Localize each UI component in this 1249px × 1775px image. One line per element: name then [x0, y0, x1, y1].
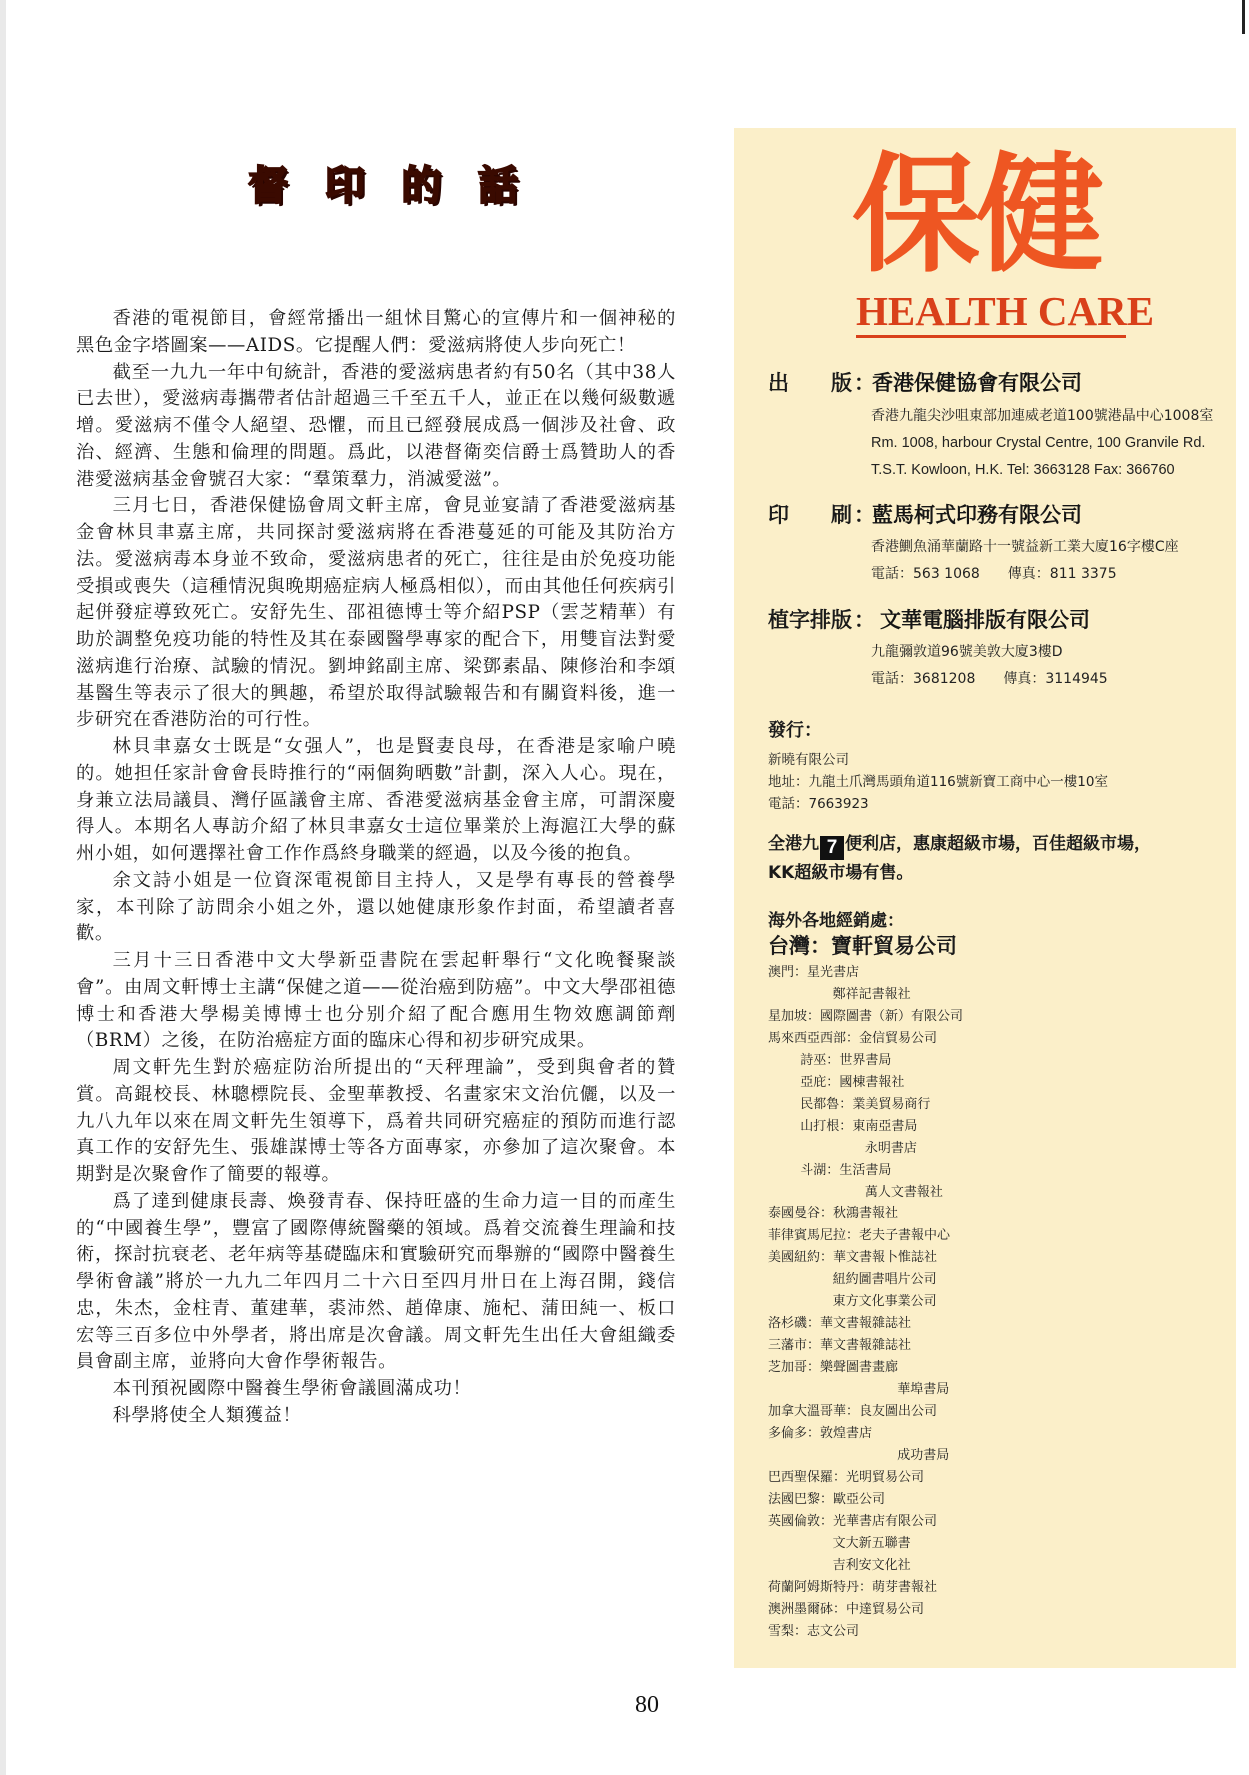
- outlet-shop: 光華書店有限公司: [833, 1513, 938, 1529]
- editor-article: [76, 306, 676, 1430]
- outlet-row: [768, 1006, 1188, 1028]
- scan-gutter: [0, 0, 6, 1775]
- outlet-shop: 鄭祥記書報社: [832, 986, 911, 1002]
- outlet-shop: 華埠書局: [897, 1382, 950, 1398]
- outlet-location: 芝加哥：: [768, 1360, 821, 1376]
- article-paragraph: 三月七日，香港保健協會周文軒主席，會見並宴請了香港愛滋病基金會林貝聿嘉主席，共同探討愛滋病將在香港蔓延的可能及其防治方法。愛滋病毒本身並不致命，愛滋病患者的死亡，往往是由於免疫功能受損或喪失（這種情況與晚期癌症病人極爲相似），而由其他任何疾病引起併發症導致死亡。安舒先生、邵祖德博士等介紹PSP（雲芝精華）有助於調整免疫功能的特性及其在泰國醫學專家的配合下，用雙盲法對愛滋病進行治療、試驗的情況。劉坤銘副主席、梁鄧素晶、陳修治和李頌基醫生等表示了很大的興趣，希望於取得試驗報告和有關資料後，進一步研究在香港防治的可行性。: [76, 495, 676, 731]
- outlet-row: [768, 1357, 1188, 1379]
- outlet-shop: 敦煌書店: [820, 1426, 873, 1442]
- outlet-shop: 樂聲圖書畫廊: [820, 1360, 899, 1376]
- outlet-location: 詩巫：: [800, 1052, 840, 1068]
- outlet-row: [768, 1511, 1188, 1533]
- outlet-row: [768, 1028, 1188, 1050]
- outlet-shop: 志文公司: [807, 1623, 860, 1639]
- distribution-label: 發行：: [768, 720, 822, 741]
- outlet-row: [768, 1138, 1188, 1160]
- outlet-row: [768, 1291, 1188, 1313]
- outlet-shop: 華文書報雜誌社: [820, 1316, 912, 1332]
- outlet-row: [768, 1247, 1188, 1269]
- publisher-contact: T.S.T. Kowloon, H.K. Tel: 3663128 Fax: 366760: [871, 462, 1175, 478]
- editor-heading: [248, 160, 518, 212]
- outlet-shop: 國棟書報社: [839, 1074, 905, 1090]
- article-paragraph: 林貝聿嘉女士既是“女强人”，也是賢妻良母，在香港是家喻户曉的。她担任家計會會長時推行的“兩個夠晒數”計劃，深入人心。現在，身兼立法局議員、灣仔區議會主席、香港愛滋病基金會主席，可謂深慶得人。本期名人專訪介紹了林貝聿嘉女士這位畢業於上海滬江大學的蘇州小姐，如何選擇社會工作作爲終身職業的經過，以及今後的抱負。: [76, 736, 676, 864]
- outlet-location: 加拿大溫哥華：: [768, 1404, 860, 1420]
- outlet-row: [768, 1423, 1188, 1445]
- typesetter-phone: 電話：3681208 傳真：3114945: [871, 671, 1108, 687]
- outlet-row: [768, 1160, 1188, 1182]
- outlet-location: 美國紐約：: [768, 1250, 834, 1266]
- scan-edge-mark: [1242, 0, 1245, 34]
- outlet-row: [768, 1116, 1188, 1138]
- masthead-panel: [734, 128, 1236, 1668]
- typesetter-address: 九龍彌敦道96號美敦大廈3樓D: [871, 644, 1063, 660]
- outlet-shop: 東方文化事業公司: [832, 1294, 937, 1310]
- outlet-location: 民都魯：: [800, 1096, 853, 1112]
- outlet-shop: 萬人文書報社: [864, 1184, 943, 1200]
- printer-phone: 電話：563 1068 傳真：811 3375: [871, 566, 1117, 582]
- outlet-shop: 東南亞書局: [852, 1118, 918, 1134]
- outlet-shop: 萌芽書報社: [872, 1579, 938, 1595]
- outlet-row: [768, 1599, 1188, 1621]
- outlet-location: 泰國曼谷：: [768, 1206, 834, 1222]
- article-paragraph: 香港的電視節目，會經常播出一組怵目驚心的宣傳片和一個神秘的黑色金字塔圖案——AIDS。它提醒人們：愛滋病將使人步向死亡！: [76, 308, 676, 356]
- brand-logo-english: HEALTH CARE: [856, 288, 1155, 334]
- closing-line: 本刊預祝國際中醫養生學術會議圓滿成功！: [112, 1378, 472, 1399]
- outlet-row: [768, 1182, 1188, 1204]
- article-paragraph: 余文詩小姐是一位資深電視節目主持人，又是學有專長的營養學家，本刊除了訪問余小姐之外，還以她健康形象作封面，希望讀者喜歡。: [76, 869, 676, 945]
- outlet-row: [768, 1489, 1188, 1511]
- outlet-row: [768, 1203, 1188, 1225]
- outlet-location: 菲律賓馬尼拉：: [768, 1228, 860, 1244]
- outlet-location: 澳洲墨爾砵：: [768, 1601, 847, 1617]
- outlet-row: [768, 1445, 1188, 1467]
- outlet-row: [768, 984, 1188, 1006]
- outlet-row: [768, 1225, 1188, 1247]
- outlet-shop: 成功書局: [897, 1447, 950, 1463]
- heading-char: 話: [477, 163, 518, 209]
- outlet-row: [768, 1577, 1188, 1599]
- outlet-location: 洛杉磯：: [768, 1316, 821, 1332]
- closing-line: 科學將使全人類獲益！: [112, 1404, 302, 1426]
- outlet-shop: 老夫子書報中心: [859, 1228, 951, 1244]
- outlet-row: [768, 962, 1188, 984]
- distribution-company: 新曉有限公司: [768, 752, 849, 768]
- credit-role: 植字排版：: [768, 608, 875, 632]
- outlet-shop: 歐亞公司: [833, 1491, 886, 1507]
- outlet-row: [768, 1094, 1188, 1116]
- distribution-address: 地址：九龍土爪灣馬頭角道116號新寶工商中心一樓10室: [768, 774, 1108, 790]
- typesetter-name: 文華電腦排版有限公司: [880, 608, 1090, 632]
- outlet-location: 亞庇：: [800, 1074, 840, 1090]
- outlet-shop: 華文書報雜誌社: [820, 1338, 912, 1354]
- outlet-shop: 華文書報卜惟誌社: [833, 1250, 938, 1266]
- outlet-row: [768, 1072, 1188, 1094]
- credit-role: 印 刷：: [768, 503, 875, 527]
- outlet-row: [768, 1269, 1188, 1291]
- seven-eleven-logo-icon: 7: [820, 836, 844, 860]
- outlet-shop: 金信貿易公司: [859, 1030, 938, 1046]
- outlet-row: [768, 1533, 1188, 1555]
- outlet-row: [768, 1379, 1188, 1401]
- article-paragraph: 三月十三日香港中文大學新亞書院在雲起軒舉行“文化晚餐聚談會”。由周文軒博士主講“保健之道——從治癌到防癌”。中文大學邵祖德博士和香港大學楊美博博士也分别介紹了配合應用生物效應調節劑（BRM）之後，在防治癌症方面的臨床心得和初步研究成果。: [76, 950, 676, 1052]
- overseas-label: 海外各地經銷處：: [768, 911, 904, 931]
- outlet-shop: 生活書局: [839, 1162, 892, 1178]
- heading-char: 印: [324, 163, 365, 209]
- outlet-shop: 永明書店: [864, 1140, 917, 1156]
- outlet-location: 巴西聖保羅：: [768, 1469, 847, 1485]
- outlet-location: 雪梨：: [768, 1623, 808, 1639]
- publisher-address-en: Rm. 1008, harbour Crystal Centre, 100 Granvile Rd.: [871, 435, 1206, 451]
- taiwan-distributor: 台灣：寶軒貿易公司: [768, 934, 957, 958]
- outlet-shop: 良友圖出公司: [859, 1404, 938, 1420]
- page-number: 80: [635, 1692, 659, 1718]
- outlet-shop: 文大新五聯書: [832, 1535, 911, 1551]
- outlet-location: 星加坡：: [768, 1008, 821, 1024]
- outlet-location: 澳門：: [768, 965, 808, 980]
- outlet-location: 馬來西亞西部：: [768, 1030, 860, 1046]
- outlet-location: 多倫多：: [768, 1426, 821, 1442]
- outlet-row: [768, 1467, 1188, 1489]
- heading-char: 的: [401, 163, 442, 209]
- outlet-shop: 世界書局: [839, 1052, 892, 1068]
- outlet-row: [768, 1555, 1188, 1577]
- article-paragraph: 周文軒先生對於癌症防治所提出的“天秤理論”，受到與會者的贊賞。高錕校長、林聰標院長、金聖華教授、名畫家宋文治伉儷，以及一九八九年以來在周文軒先生領導下，爲着共同研究癌症的預防而進行認真工作的安舒先生、張雄謀博士等各方面專家，亦參加了這次聚會。本期對是次聚會作了簡要的報導。: [76, 1057, 676, 1185]
- outlet-shop: 業美貿易商行: [852, 1096, 931, 1112]
- outlet-location: 斗湖：: [800, 1162, 840, 1178]
- credit-role: 出 版：: [768, 371, 875, 395]
- article-paragraph: 爲了達到健康長壽、煥發青春、保持旺盛的生命力這一目的而產生的“中國養生學”，豐富了國際傳統醫藥的領域。爲着交流養生理論和技術，探討抗衰老、老年病等基礎臨床和實驗研究而舉辦的“國際中醫養生學術會議”將於一九九二年四月二十六日至四月卅日在上海召開，錢信忠，朱杰，金柱青、董建華，裘沛然、趙偉康、施杞、蒲田純一、板口宏等三百多位中外學者，將出席是次會議。周文軒先生出任大會組織委員會副主席，並將向大會作學術報告。: [76, 1190, 677, 1373]
- outlet-shop: 吉利安文化社: [832, 1557, 911, 1573]
- outlet-location: 法國巴黎：: [768, 1491, 834, 1507]
- outlet-location: 英國倫敦：: [768, 1513, 834, 1529]
- printer-address: 香港鰂魚涌華蘭路十一號益新工業大廈16字樓C座: [871, 539, 1179, 555]
- outlet-shop: 中達貿易公司: [846, 1601, 925, 1617]
- outlet-shop: 國際圖書（新）有限公司: [820, 1008, 964, 1024]
- brand-logo-chinese: 保健: [852, 141, 1101, 290]
- overseas-outlet-list: [768, 962, 1188, 1643]
- brand-underline: [856, 335, 1126, 338]
- distribution-phone: 電話：7663923: [768, 796, 869, 812]
- outlet-shop: 星光書店: [807, 965, 860, 980]
- outlet-row: [768, 1401, 1188, 1423]
- publisher-address: 香港九龍尖沙咀東部加連威老道100號港晶中心1008室: [871, 408, 1214, 424]
- outlet-row: [768, 1050, 1188, 1072]
- outlet-row: [768, 1313, 1188, 1335]
- publisher-name: 香港保健協會有限公司: [872, 371, 1082, 395]
- outlet-location: 山打根：: [800, 1118, 853, 1134]
- outlet-location: 荷蘭阿姆斯特丹：: [768, 1579, 873, 1595]
- outlet-shop: 秋鴻書報社: [833, 1206, 899, 1222]
- outlet-shop: 光明貿易公司: [846, 1469, 925, 1485]
- printer-name: 藍馬柯式印務有限公司: [872, 503, 1082, 527]
- outlet-row: [768, 1621, 1188, 1643]
- outlet-location: 三藩市：: [768, 1338, 821, 1354]
- heading-char: 督: [248, 163, 288, 209]
- outlet-shop: 紐約圖書唱片公司: [832, 1272, 937, 1288]
- retail-stores: 全港九 7 便利店，惠康超級市場，百佳超級市場， KK超級市場有售。: [768, 834, 1151, 883]
- article-paragraph: 截至一九九一年中旬統計，香港的愛滋病患者約有50名（其中38人已去世），愛滋病毒攜帶者估計超過三千至五千人，並正在以幾何級數遞增。愛滋病不僅令人絕望、恐懼，而且已經發展成爲一個涉及社會、政治、經濟、生態和倫理的問題。爲此，以港督衛奕信爵士爲贊助人的香港愛滋病基金會號召大家：“羣策羣力，消滅愛滋”。: [76, 361, 676, 490]
- outlet-row: [768, 1335, 1188, 1357]
